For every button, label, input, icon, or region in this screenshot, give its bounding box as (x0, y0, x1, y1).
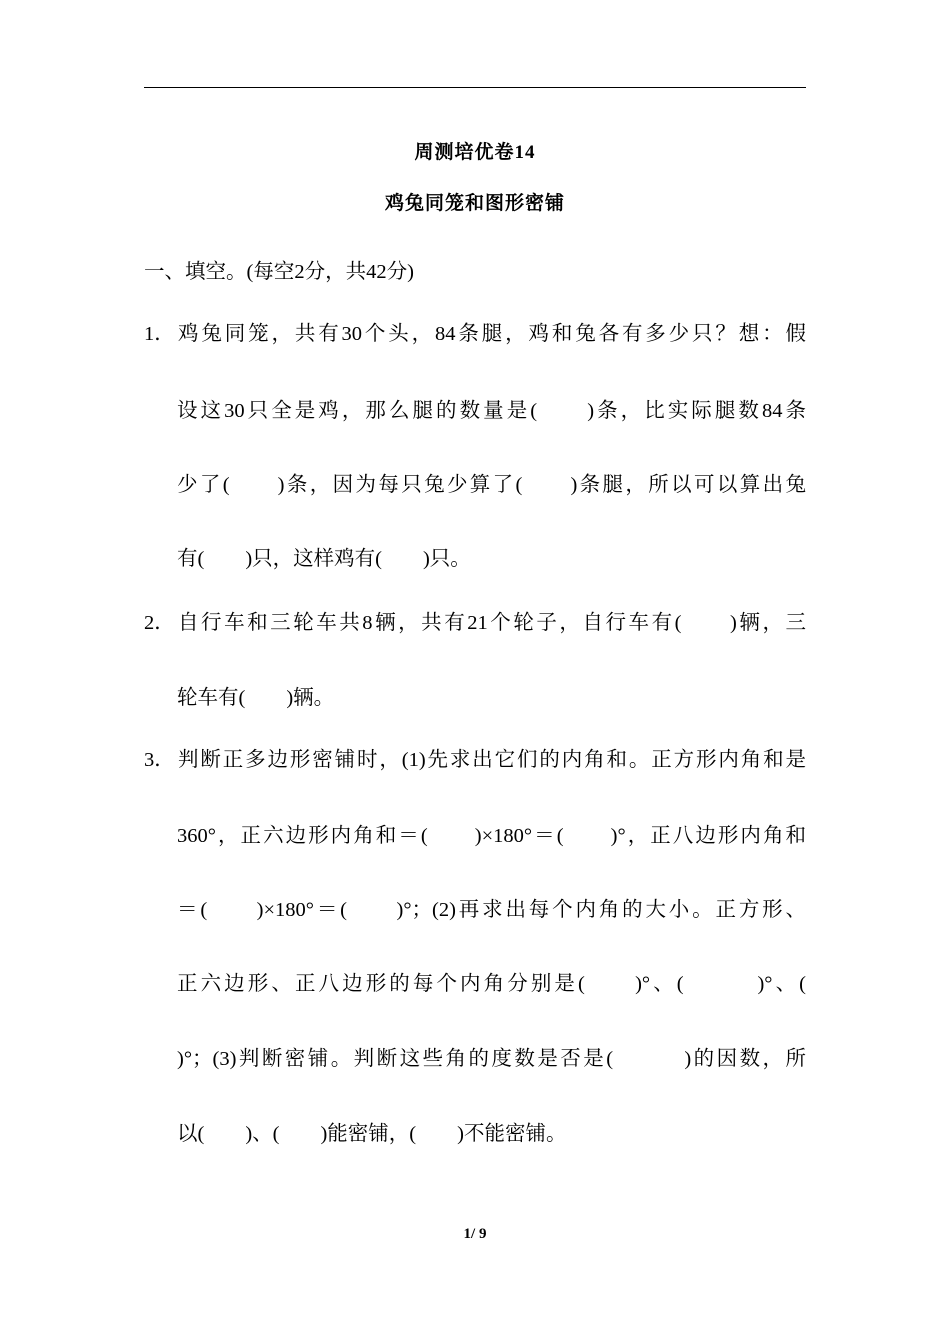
question-3-line-6: 以( )、( )能密铺，( )不能密铺。 (177, 1123, 567, 1145)
question-1-line-2: 设这30只全是鸡，那么腿的数量是( )条，比实际腿数84条 (177, 400, 806, 422)
question-3-line-4: 正六边形、正八边形的每个内角分别是( )°、( )°、( (177, 973, 806, 995)
question-3-line-3: ＝( )×180°＝( )°；(2)再求出每个内角的大小。正方形、 (177, 899, 806, 921)
question-1-line-1 (144, 321, 806, 347)
question-1-line-3: 少了( )条，因为每只兔少算了( )条腿，所以可以算出兔 (177, 474, 806, 496)
question-2-number: 2． (144, 612, 175, 634)
question-2-text: 自行车和三轮车共8辆，共有21个轮子，自行车有( )辆，三 (178, 612, 806, 634)
page-number: 1/ 9 (463, 1226, 487, 1242)
question-1-number: 1． (144, 323, 175, 345)
question-3-line-5: )°；(3)判断密铺。判断这些角的度数是否是( )的因数，所 (177, 1048, 806, 1070)
page-subtitle: 鸡兔同笼和图形密铺 (384, 193, 565, 214)
question-1-line-4: 有( )只，这样鸡有( )只。 (177, 548, 471, 570)
question-3-text: 判断正多边形密铺时，(1)先求出它们的内角和。正方形内角和是 (178, 749, 806, 771)
question-2-line-1 (144, 610, 806, 636)
header-rule (144, 87, 806, 88)
section-heading: 一、填空。(每空2分，共42分) (144, 261, 414, 283)
question-2-line-2: 轮车有( )辆。 (177, 687, 335, 709)
question-3-line-2: 360°，正六边形内角和＝( )×180°＝( )°，正八边形内角和 (177, 825, 806, 847)
page-title: 周测培优卷14 (414, 142, 536, 163)
question-3-line-1 (144, 747, 806, 773)
question-3-number: 3． (144, 749, 175, 771)
question-1-text: 鸡兔同笼，共有30个头，84条腿，鸡和兔各有多少只？想：假 (178, 323, 806, 345)
